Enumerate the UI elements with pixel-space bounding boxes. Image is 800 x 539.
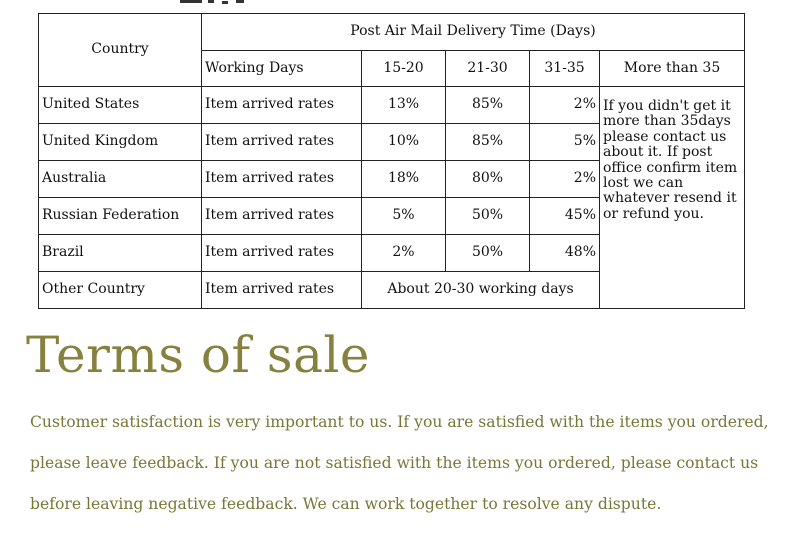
rate-cell: 5% — [362, 198, 446, 235]
range-header: 15-20 — [362, 51, 446, 87]
rate-cell: 5% — [530, 124, 600, 161]
table-row — [39, 87, 745, 124]
rate-cell: 10% — [362, 124, 446, 161]
rate-cell: 50% — [446, 198, 530, 235]
country-cell: Brazil — [39, 235, 202, 272]
terms-line: please leave feedback. If you are not satisfied with the items you ordered, please contact us — [30, 454, 759, 472]
working-days-header: Working Days — [202, 51, 362, 87]
country-cell: Russian Federation — [39, 198, 202, 235]
rate-cell: 80% — [446, 161, 530, 198]
rate-cell: 48% — [530, 235, 600, 272]
more-than-header: More than 35 — [600, 51, 745, 87]
rate-cell: 2% — [362, 235, 446, 272]
rate-cell: 85% — [446, 124, 530, 161]
rate-cell: 18% — [362, 161, 446, 198]
country-header: Country — [39, 14, 202, 87]
rate-cell: 45% — [530, 198, 600, 235]
country-cell: United States — [39, 87, 202, 124]
terms-line: before leaving negative feedback. We can work together to resolve any dispute. — [30, 495, 662, 513]
terms-body — [30, 402, 795, 525]
rate-cell: 85% — [446, 87, 530, 124]
rate-cell: 50% — [446, 235, 530, 272]
cropped-decoration — [180, 0, 250, 6]
delivery-time-table — [38, 13, 745, 309]
delivery-note: If you didn't get it more than 35days please contact us about it. If post office confirm item lost we can whatever resend it or refund you. — [600, 87, 745, 309]
label-cell: Item arrived rates — [202, 198, 362, 235]
range-header: 21-30 — [446, 51, 530, 87]
label-cell: Item arrived rates — [202, 161, 362, 198]
terms-line: Customer satisfaction is very important to us. If you are satisfied with the items you ordered, — [30, 413, 769, 431]
rate-cell: 2% — [530, 161, 600, 198]
label-cell: Item arrived rates — [202, 272, 362, 309]
range-header: 31-35 — [530, 51, 600, 87]
table-title: Post Air Mail Delivery Time (Days) — [202, 14, 745, 51]
country-cell: United Kingdom — [39, 124, 202, 161]
label-cell: Item arrived rates — [202, 124, 362, 161]
terms-title: Terms of sale — [26, 326, 370, 384]
rate-cell: 13% — [362, 87, 446, 124]
label-cell: Item arrived rates — [202, 87, 362, 124]
country-cell: Australia — [39, 161, 202, 198]
rate-cell: 2% — [530, 87, 600, 124]
label-cell: Item arrived rates — [202, 235, 362, 272]
country-cell: Other Country — [39, 272, 202, 309]
merged-rate-cell: About 20-30 working days — [362, 272, 600, 309]
